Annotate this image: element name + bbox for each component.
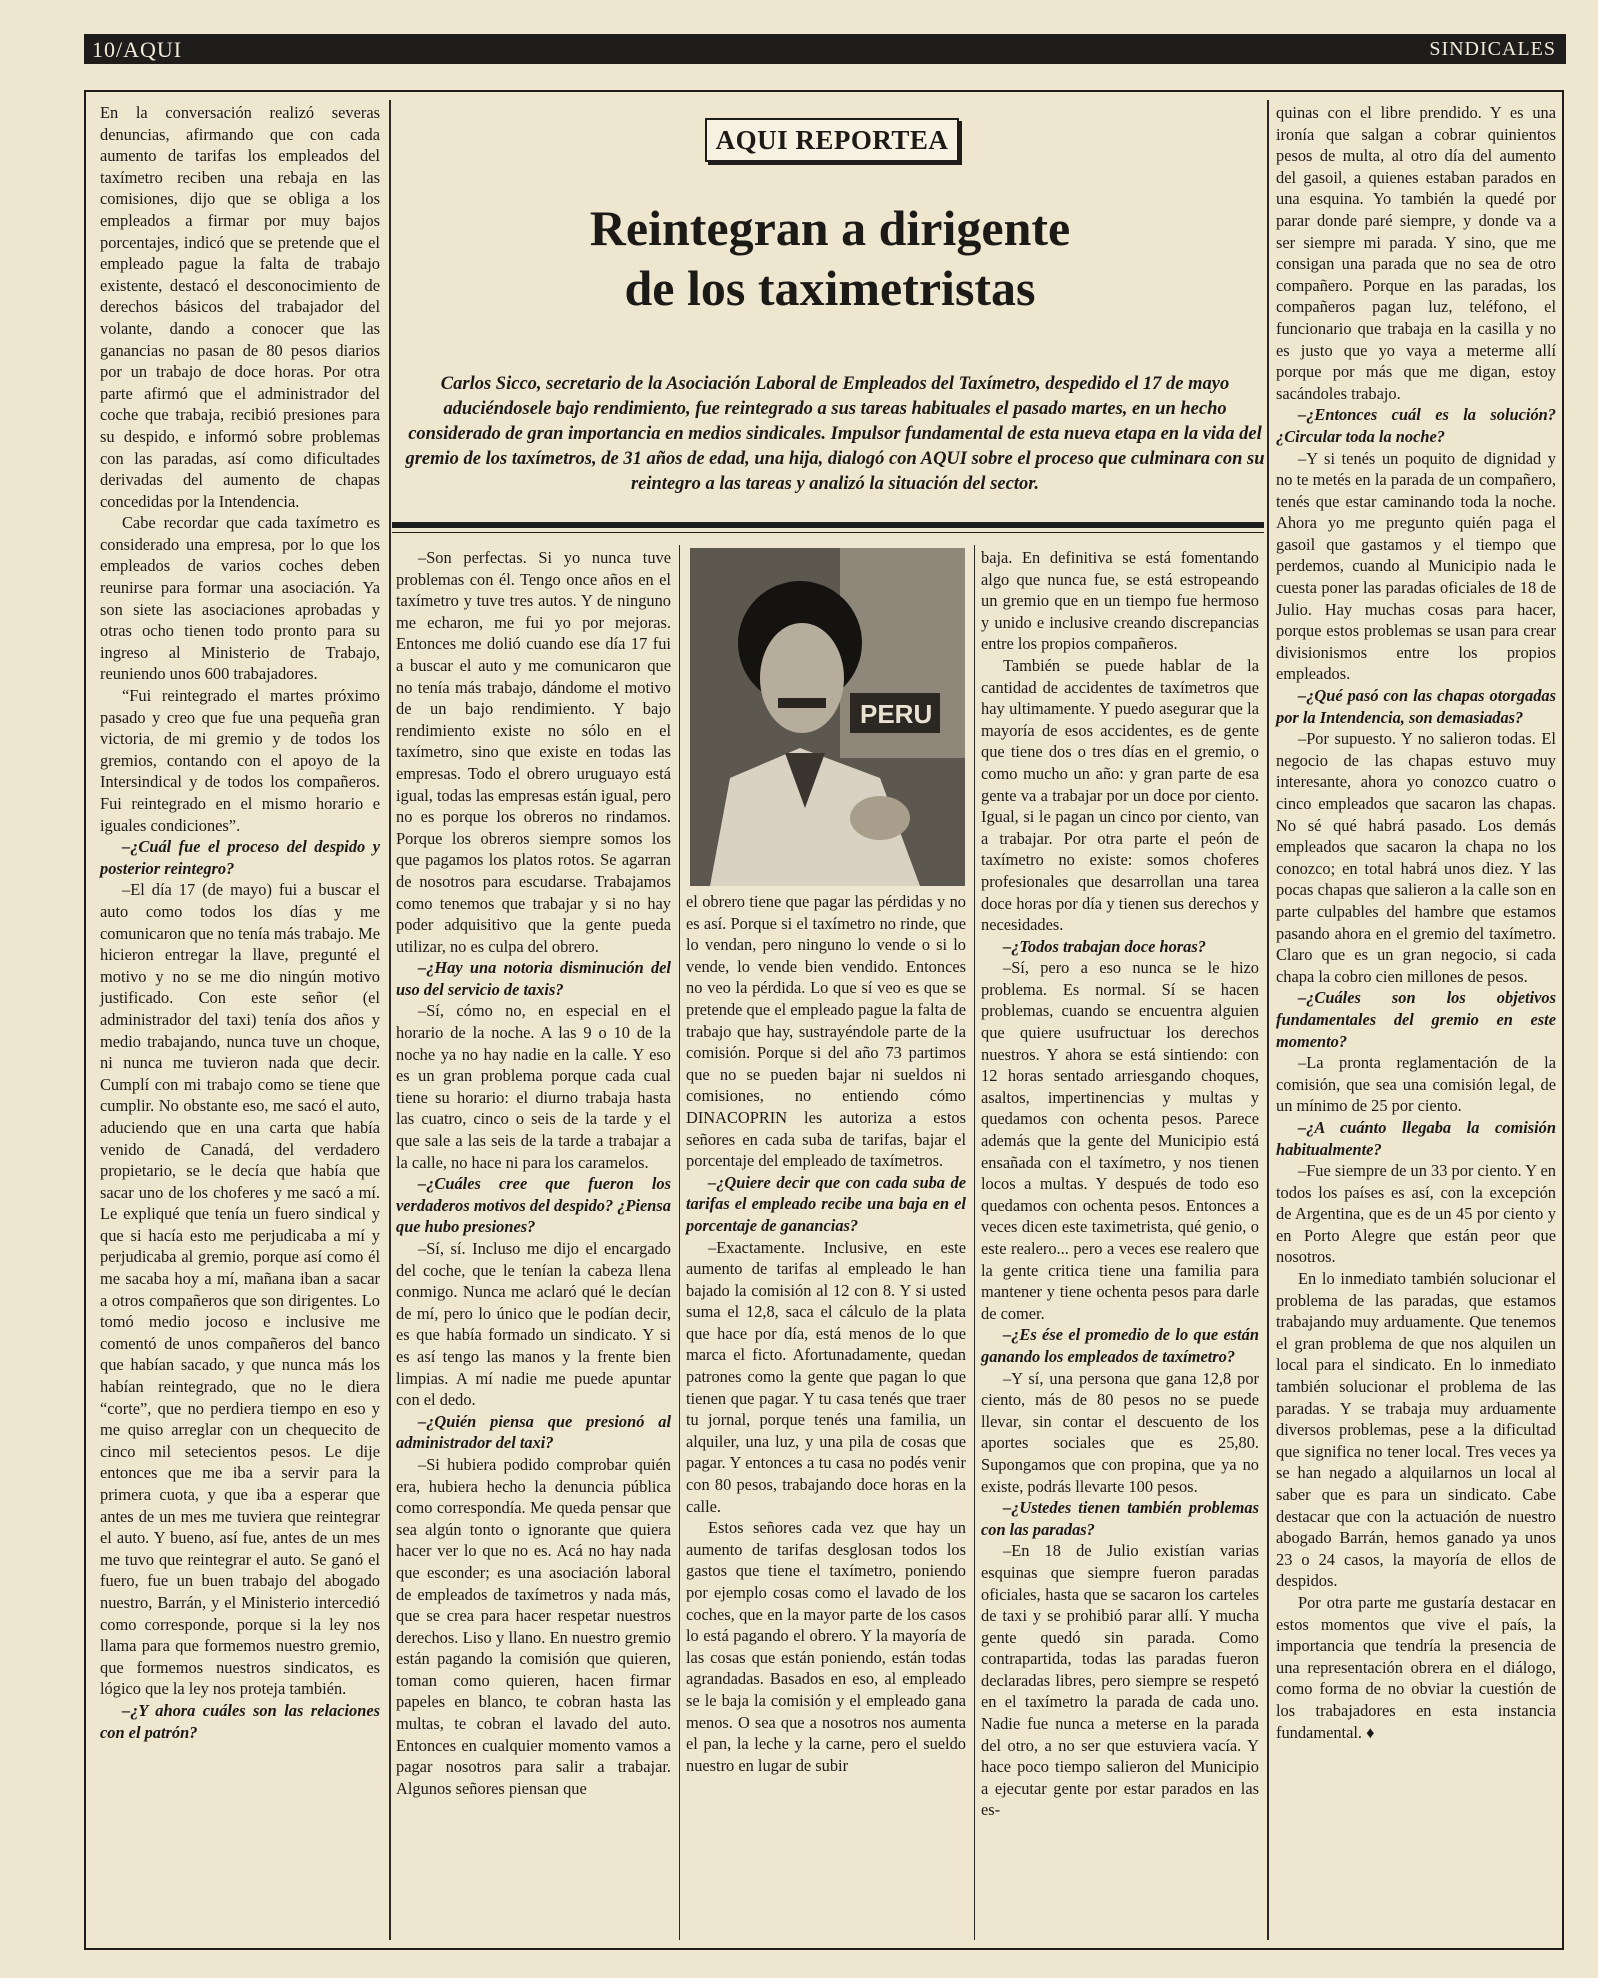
paragraph: También se puede hablar de la cantidad de accidentes de taxímetros que hay ultimamente. Y puedo asegurar que la mayoría de esos accidentes, es de gente que tiene dos o tres días en el gremio, o como mucho un año: y gran parte de esa gente va a trabajar por un doce por ciento. Igual, si le pagan un cinco por ciento, van a trabajar. Por otra parte el peón de taxímetro no existe: somos choferes profesionales que desarrollan una tarea doce horas por día y tienen sus derechos y necesidades.: [981, 655, 1259, 935]
dek-rule: [392, 522, 1264, 528]
interview-question: –¿Ustedes tienen también problemas con las paradas?: [981, 1498, 1259, 1539]
interview-question: –¿Hay una notoria disminución del uso del servicio de taxis?: [396, 958, 671, 999]
headline-line-2: de los taximetristas: [624, 260, 1036, 316]
column-1: [100, 102, 380, 1743]
paragraph: “Fui reintegrado el martes próximo pasado y creo que fue una pequeña gran victoria, de mi gremio y de todos los gremios, contando con el apoyo de la Intersindical y de todos los compañeros. Fui reintegrado en el mismo horario e iguales condiciones”.: [100, 686, 380, 835]
sign-text: PERU: [860, 699, 933, 729]
paragraph: –Sí, pero a eso nunca se le hizo problema. Es normal. Sí se hacen problemas, cuando se encuentra alguien que quiere usufructuar los derechos nuestros. Y ahora se está sintiendo: con 12 horas sentado arriesgando choques, asaltos, impertinencias y multas y quedamos con ochenta pesos. Parece además que la gente del Municipio está ensañada con el taxímetro, y nos tienen locos a multas. Y después de todo eso quedamos con ochenta pesos. Entonces a veces dicen este taximetrista, qué genio, o este realero... pero a veces ese realero que la gente critica tiene una familia para mantener y tiene ochenta pesos para darle de comer.: [981, 958, 1259, 1323]
paragraph: Cabe recordar que cada taxímetro es considerado una empresa, por lo que los empleados de varios coches deben reunirse para formar una asociación. Ya son siete las asociaciones aprobadas y otras ocho tienen todo pronto para su ingreso al Ministerio de Trabajo, reuniendo unos 600 trabajadores.: [100, 513, 380, 684]
interview-question: –¿Cuál fue el proceso del despido y posterior reintegro?: [100, 837, 380, 878]
paragraph: quinas con el libre prendido. Y es una ironía que salgan a cobrar quinientos pesos de multa, al otro día del aumento del gasoil, a quienes estaban parados en una esquina. Yo también la quedé por parar donde paré siempre, y donde va a ser siempre mi parada. Y sino, que me consigan una parada que no sea de otro compañero. Porque en las paradas, los compañeros pagan luz, teléfono, el funcionario que trabaja en la casilla y no es justo que yo vaya a meterme allí porque por más que me digan, estoy sacándoles trabajo.: [1276, 103, 1556, 403]
paragraph: –Sí, cómo no, en especial en el horario de la noche. A las 9 o 10 de la noche ya no hay nadie en la calle. Y eso es un gran problema porque cada cual tiene su horario: el diurno trabaja hasta las cuatro, cinco o seis de la tarde y el que sale a las seis de la tarde a trabajar a la calle, no hace ni para los caramelos.: [396, 1001, 671, 1172]
paragraph: –Y si tenés un poquito de dignidad y no te metés en la parada de un compañero, tenés que estar caminando toda la noche. Ahora yo me pregunto quién paga el gasoil que gastamos y el tiempo que perdemos, cuando al Municipio nada le cuesta poner las paradas oficiales de 18 de Julio. Hay muchas cosas para hacer, porque estos problemas se usan para crear divisionismos entre los propios empleados.: [1276, 448, 1556, 684]
interview-question: –¿Cuáles son los objetivos fundamentales del gremio en este momento?: [1276, 988, 1556, 1051]
paragraph: –La pronta reglamentación de la comisión, que sea una comisión legal, de un mínimo de 25 por ciento.: [1276, 1053, 1556, 1116]
section-name: SINDICALES: [1429, 38, 1556, 60]
paragraph: baja. En definitiva se está fomentando algo que nunca fue, se está estropeando un gremio que en un tiempo fue hermoso y unido e inclusive creando discrepancias entre los propios compañeros.: [981, 548, 1259, 654]
interview-question: –¿Todos trabajan doce horas?: [1003, 936, 1206, 956]
dek-rule-thin: [392, 532, 1264, 533]
interview-question: –¿Quiere decir que con cada suba de tarifas el empleado recibe una baja en el porcentaje de ganancias?: [686, 1172, 966, 1235]
paragraph: –Y sí, una persona que gana 12,8 por ciento, más de 80 pesos no se puede llevar, sin contar el descuento de los aportes sociales que es 25,80. Supongamos que con propina, que ya no existe, podrás llevarte 100 pesos.: [981, 1368, 1259, 1496]
paragraph: Por otra parte me gustaría destacar en estos momentos que vive el país, la importancia que tendría la presencia de una representación obrera en el diálogo, como forma de no obviar la cuestión de los trabajadores en esta instancia fundamental. ♦: [1276, 1592, 1556, 1742]
interview-question: –¿Cuáles cree que fueron los verdaderos motivos del despido? ¿Piensa que hubo presiones?: [396, 1174, 671, 1237]
column-rule: [974, 545, 975, 1940]
interview-question: –¿A cuánto llegaba la comisión habitualmente?: [1276, 1117, 1556, 1159]
page-number: 10/AQUI: [92, 37, 183, 62]
paragraph: Estos señores cada vez que hay un aumento de tarifas desglosan todos los gastos que tiene el taxímetro, poniendo por ejemplo cosas como el lavado de los coches, que en la mayor parte de los casos lo está pagando el obrero. Y la mayoría de las cosas que están poniendo, están todas agrandadas. Basados en eso, al empleado se le baja la comisión y el empleado gana menos. O sea que a nosotros nos aumenta el pan, la leche y la carne, pero el sueldo nuestro en lugar de subir: [686, 1518, 966, 1775]
paragraph: En lo inmediato también solucionar el problema de las paradas, que estamos trabajando muy arduamente. Que tenemos el gran problema de que nos alquilen un local para el sindicato. En lo inmediato también solucionar el problema de las paradas. Y se trabaja muy arduamente diversos problemas, pese a la dificultad que significa no tener local. Tres veces ya se han negado a alquilarnos un local al saber que es para un sindicato. Cabe destacar que con la actuación de nuestro abogado Barrán, hemos ganado ya unos 23 o 24 casos, la mayoría de ellos de despidos.: [1276, 1269, 1556, 1591]
headline-line-1: Reintegran a dirigente: [589, 200, 1071, 256]
column-3: [686, 891, 966, 1776]
paragraph: –El día 17 (de mayo) fui a buscar el auto como todos los días y me comunicaron que no tenía más trabajo. Me hicieron entregar la llave, pregunté el motivo y no se me dio ningún motivo justificado. Con este señor (el administrador del taxi) tenía dos años y medio trabajando, nunca tuve un choque, ni nunca me tuvieron nada que decir. Cumplí con mi trabajo como se tiene que cumplir. No obstante eso, me sacó el auto, aduciendo que en una carta que había venido de Canadá, del verdadero propietario, se le decía que había que sacar uno de los choferes y me sacó a mí. Le expliqué que tenía un fuero sindical y que si hacía esto me perjudicaba a mí y perjudicaba al gremio, porque así como él me sacaba hoy a mí, mañana iban a sacar a otros compañeros que son dirigentes. Lo tomó medio jocoso e inclusive me comentó de unos compañeros del banco que habían sacado, y que nunca más los habían reintegrado, que no le diera “corte”, que no perdiera tiempo en eso y me quiso arreglar con un chequecito de cinco mil setecientos pesos. Le dije entonces que me iba a servir para la primera cuota, y que iba a esperar que antes de un mes me tuviera que reintegrar el auto. Y bueno, así fue, antes de un mes me tuvo que reintegrar el auto. Se ganó el fuero, fue un buen trabajo del abogado nuestro, Barrán, y el Ministerio intercedió como corresponde, porque si la ley nos llama para que formemos nuestro gremio, que formemos nuestros sindicatos, es lógico que la ley nos proteja también.: [100, 880, 380, 1699]
interview-question: –¿Quién piensa que presionó al administrador del taxi?: [396, 1411, 671, 1453]
column-rule: [679, 545, 680, 1940]
column-rule: [1267, 100, 1269, 1940]
paragraph: –Por supuesto. Y no salieron todas. El negocio de las chapas estuvo muy interesante, ahora yo conozco cuatro o cinco empleados que sacaron las chapas. No sé qué habrá pasado. Los demás empleados que sacaron la chapa no los conozco; en total habrá unos diez. Y las pocas chapas que salieron a la calle son en parte culpables del hambre que estamos pasando ahora en el gremio del taxímetro. Claro que es un gran negocio, si cada chapa la cobro cien millones de pesos.: [1276, 729, 1556, 986]
interview-question: –¿Y ahora cuáles son las relaciones con el patrón?: [100, 1700, 380, 1742]
paragraph: –Exactamente. Inclusive, en este aumento de tarifas al empleado le han bajado la comisión al 12 con 8. Y si usted suma el 12,8, saca el cálculo de la plata que hace por día, está menos de lo que marca el ficto. Afortunadamente, quedan patrones como la gente que pagan lo que tienen que pagar. Y tu casa tenés que traer tu jornal, porque tenés una familia, un alquiler, una luz, y una pila de cosas que pagar. Y entonces a tu casa no podés venir con 80 pesos, trabajando doce horas en la calle.: [686, 1237, 966, 1516]
paragraph: –Son perfectas. Si yo nunca tuve problemas con él. Tengo once años en el taxímetro y tuve tres autos. Y de ninguno me echaron, me fui yo por mejoras. Entonces me dolió cuando ese día 17 fui a buscar el auto y me comunicaron que no tenía más trabajo, dándome el motivo de un bajo rendimiento. Y bajo rendimiento existe no sólo en el taxímetro, sino que existe en todas las empresas. Todo el obrero uruguayo está igual, todas las empresas están igual, pero no es porque los obreros no rindamos. Porque los obreros siempre somos los que pagamos los platos rotos. Se agarran de nosotros para escudarse. Trabajamos como tenemos que trabajar y si no hay poder adquisitivo que la gente pueda utilizar, no es culpa del obrero.: [396, 548, 671, 956]
column-5: [1276, 102, 1556, 1743]
column-rule: [389, 100, 391, 1940]
portrait-photo: [690, 548, 965, 886]
interview-question: –¿Qué pasó con las chapas otorgadas por la Intendencia, son demasiadas?: [1276, 686, 1556, 727]
interview-question: –¿Entonces cuál es la solución? ¿Circular toda la noche?: [1276, 405, 1556, 446]
paragraph: –En 18 de Julio existían varias esquinas que siempre fueron paradas oficiales, hasta que se sacaron los carteles de taxi y se prohibió parar allí. Y mucha gente quedó sin parada. Como contrapartida, todas las paradas fueron declaradas libres, pero siempre se respetó en el taxímetro la parada de cada uno. Nadie fue nunca a meterse en la parada del otro, a no ser que estuviera vacía. Y hace poco tiempo salieron del Municipio a ejecutar gente por estar parados en las es-: [981, 1541, 1259, 1820]
aqui-reportea-logo: AQUI REPORTEA: [705, 118, 959, 162]
paragraph: En la conversación realizó severas denuncias, afirmando que con cada aumento de tarifas los empleados del taxímetro reciben una rebaja en las comisiones, dijo que se obliga a los empleados a firmar por muy bajos porcentajes, indicó que se pretende que el empleado pague la falta de trabajo existente, destacó el desconocimiento de derechos básicos del trabajador del volante, dando a conocer que las ganancias no pasan de 80 pesos diarios por un trabajo de doce horas. Por otra parte afirmó que el administrador del coche que trabaja, recibió presiones para su despido, e informó sobre problemas con las paradas, así como dificultades derivadas del aumento de chapas concedidas por la Intendencia.: [100, 103, 380, 511]
interview-question: –¿Es ése el promedio de lo que están ganando los empleados de taxímetro?: [981, 1325, 1259, 1366]
article-dek: Carlos Sicco, secretario de la Asociación Laboral de Empleados del Taxímetro, despedido el 17 de mayo aduciéndosele bajo rendimiento, fue reintegrado a sus tareas habituales el pasado martes, en un hecho considerado de gran importancia en medios sindicales. Impulsor fundamental de esta nueva etapa en la vida del gremio de los taxímetros, de 31 años de edad, una hija, dialogó con AQUI sobre el proceso que culminara con su reintegro a las tareas y analizó la situación del sector.: [405, 374, 1265, 494]
headline: [395, 198, 1265, 318]
paragraph: –Fue siempre de un 33 por ciento. Y en todos los países es así, con la excepción de Argentina, que es de un 45 por ciento y en Porto Alegre que están peor que nosotros.: [1276, 1161, 1556, 1267]
paragraph: –Sí, sí. Incluso me dijo el encargado del coche, que le tenían la cabeza llena conmigo. Nunca me aclaró qué le decían de mí, pero lo único que le podían decir, es que había formado un sindicato. Y si es así tengo las manos y la frente bien limpias. A mí nadie me puede apuntar con el dedo.: [396, 1239, 671, 1410]
paragraph: el obrero tiene que pagar las pérdidas y no es así. Porque si el taxímetro no rinde, que lo vendan, pero ninguno lo vende o si lo vende, lo vende bien vendido. Entonces no veo la pérdida. Lo que sí veo es que se pretende que el empleado pague la falta de trabajo que hay, sustrayéndole parte de la comisión. Porque si del año 73 partimos que no se pueden bajar ni sueldos ni comisiones, no entiendo cómo DINACOPRIN les autoriza a estos señores en cada suba de tarifas, bajar el porcentaje del empleado de taxímetros.: [686, 892, 966, 1171]
page-header-bar: [84, 34, 1566, 64]
paragraph: –Si hubiera podido comprobar quién era, hubiera hecho la denuncia pública como correspondía. Me queda pensar que sea algún tonto o ignorante que quiera hacer ver lo que no es. Acá no hay nada que esconder; es una asociación laboral de empleados de taxímetros y nada más, que se crea para hacer respetar nuestros derechos. Liso y llano. En nuestro gremio están pagando la comisión que quieren, toman como quieren, hacen firmar papeles en blanco, te cobran hasta las multas, te cobran el lavado del auto. Entonces en cualquier momento vamos a pagar nosotros para salir a trabajar. Algunos señores piensan que: [396, 1454, 671, 1798]
column-4: [981, 547, 1259, 1821]
column-2: [396, 547, 671, 1799]
